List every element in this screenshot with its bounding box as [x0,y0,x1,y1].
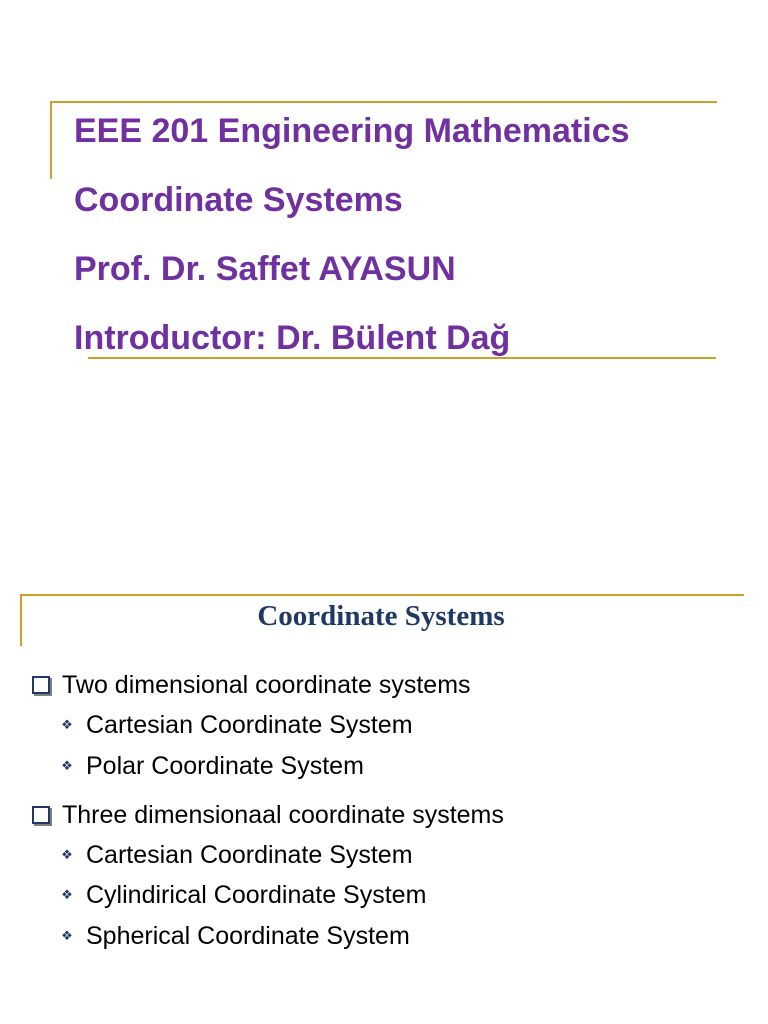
list-item [60,921,410,951]
square-bullet-icon [32,676,50,694]
list-item-label: Cylindirical Coordinate System [86,881,427,909]
square-bullet-icon [32,806,50,824]
lecture-topic: Coordinate Systems [74,181,403,219]
slide-heading: Coordinate Systems [257,600,505,632]
list-item [60,751,364,781]
diamond-bullet-icon: ❖ [61,847,73,862]
diamond-bullet-icon: ❖ [61,717,73,732]
professor-name: Prof. Dr. Saffet AYASUN [74,250,456,288]
list-item-label: Spherical Coordinate System [86,922,410,950]
list-item-label: Cartesian Coordinate System [86,711,413,739]
list-item-label: Polar Coordinate System [86,752,364,780]
diamond-bullet-icon: ❖ [61,928,73,943]
list-item-label: Two dimensional coordinate systems [62,671,471,699]
frame-bottom-line [88,357,716,359]
list-item-three-dimensional [32,800,504,830]
list-item-label: Three dimensionaal coordinate systems [62,801,504,829]
list-item [60,710,413,740]
diamond-bullet-icon: ❖ [61,758,73,773]
frame-top-line [50,101,717,103]
list-item [60,840,413,870]
list-item-label: Cartesian Coordinate System [86,841,413,869]
course-title: EEE 201 Engineering Mathematics [74,112,630,150]
frame-top-line [20,594,744,596]
content-slide [0,512,768,1024]
instructor-name: Introductor: Dr. Bülent Dağ [74,319,511,357]
diamond-bullet-icon: ❖ [61,887,73,902]
list-item [60,880,426,910]
list-item-two-dimensional [32,670,471,700]
frame-left-line [50,101,52,179]
